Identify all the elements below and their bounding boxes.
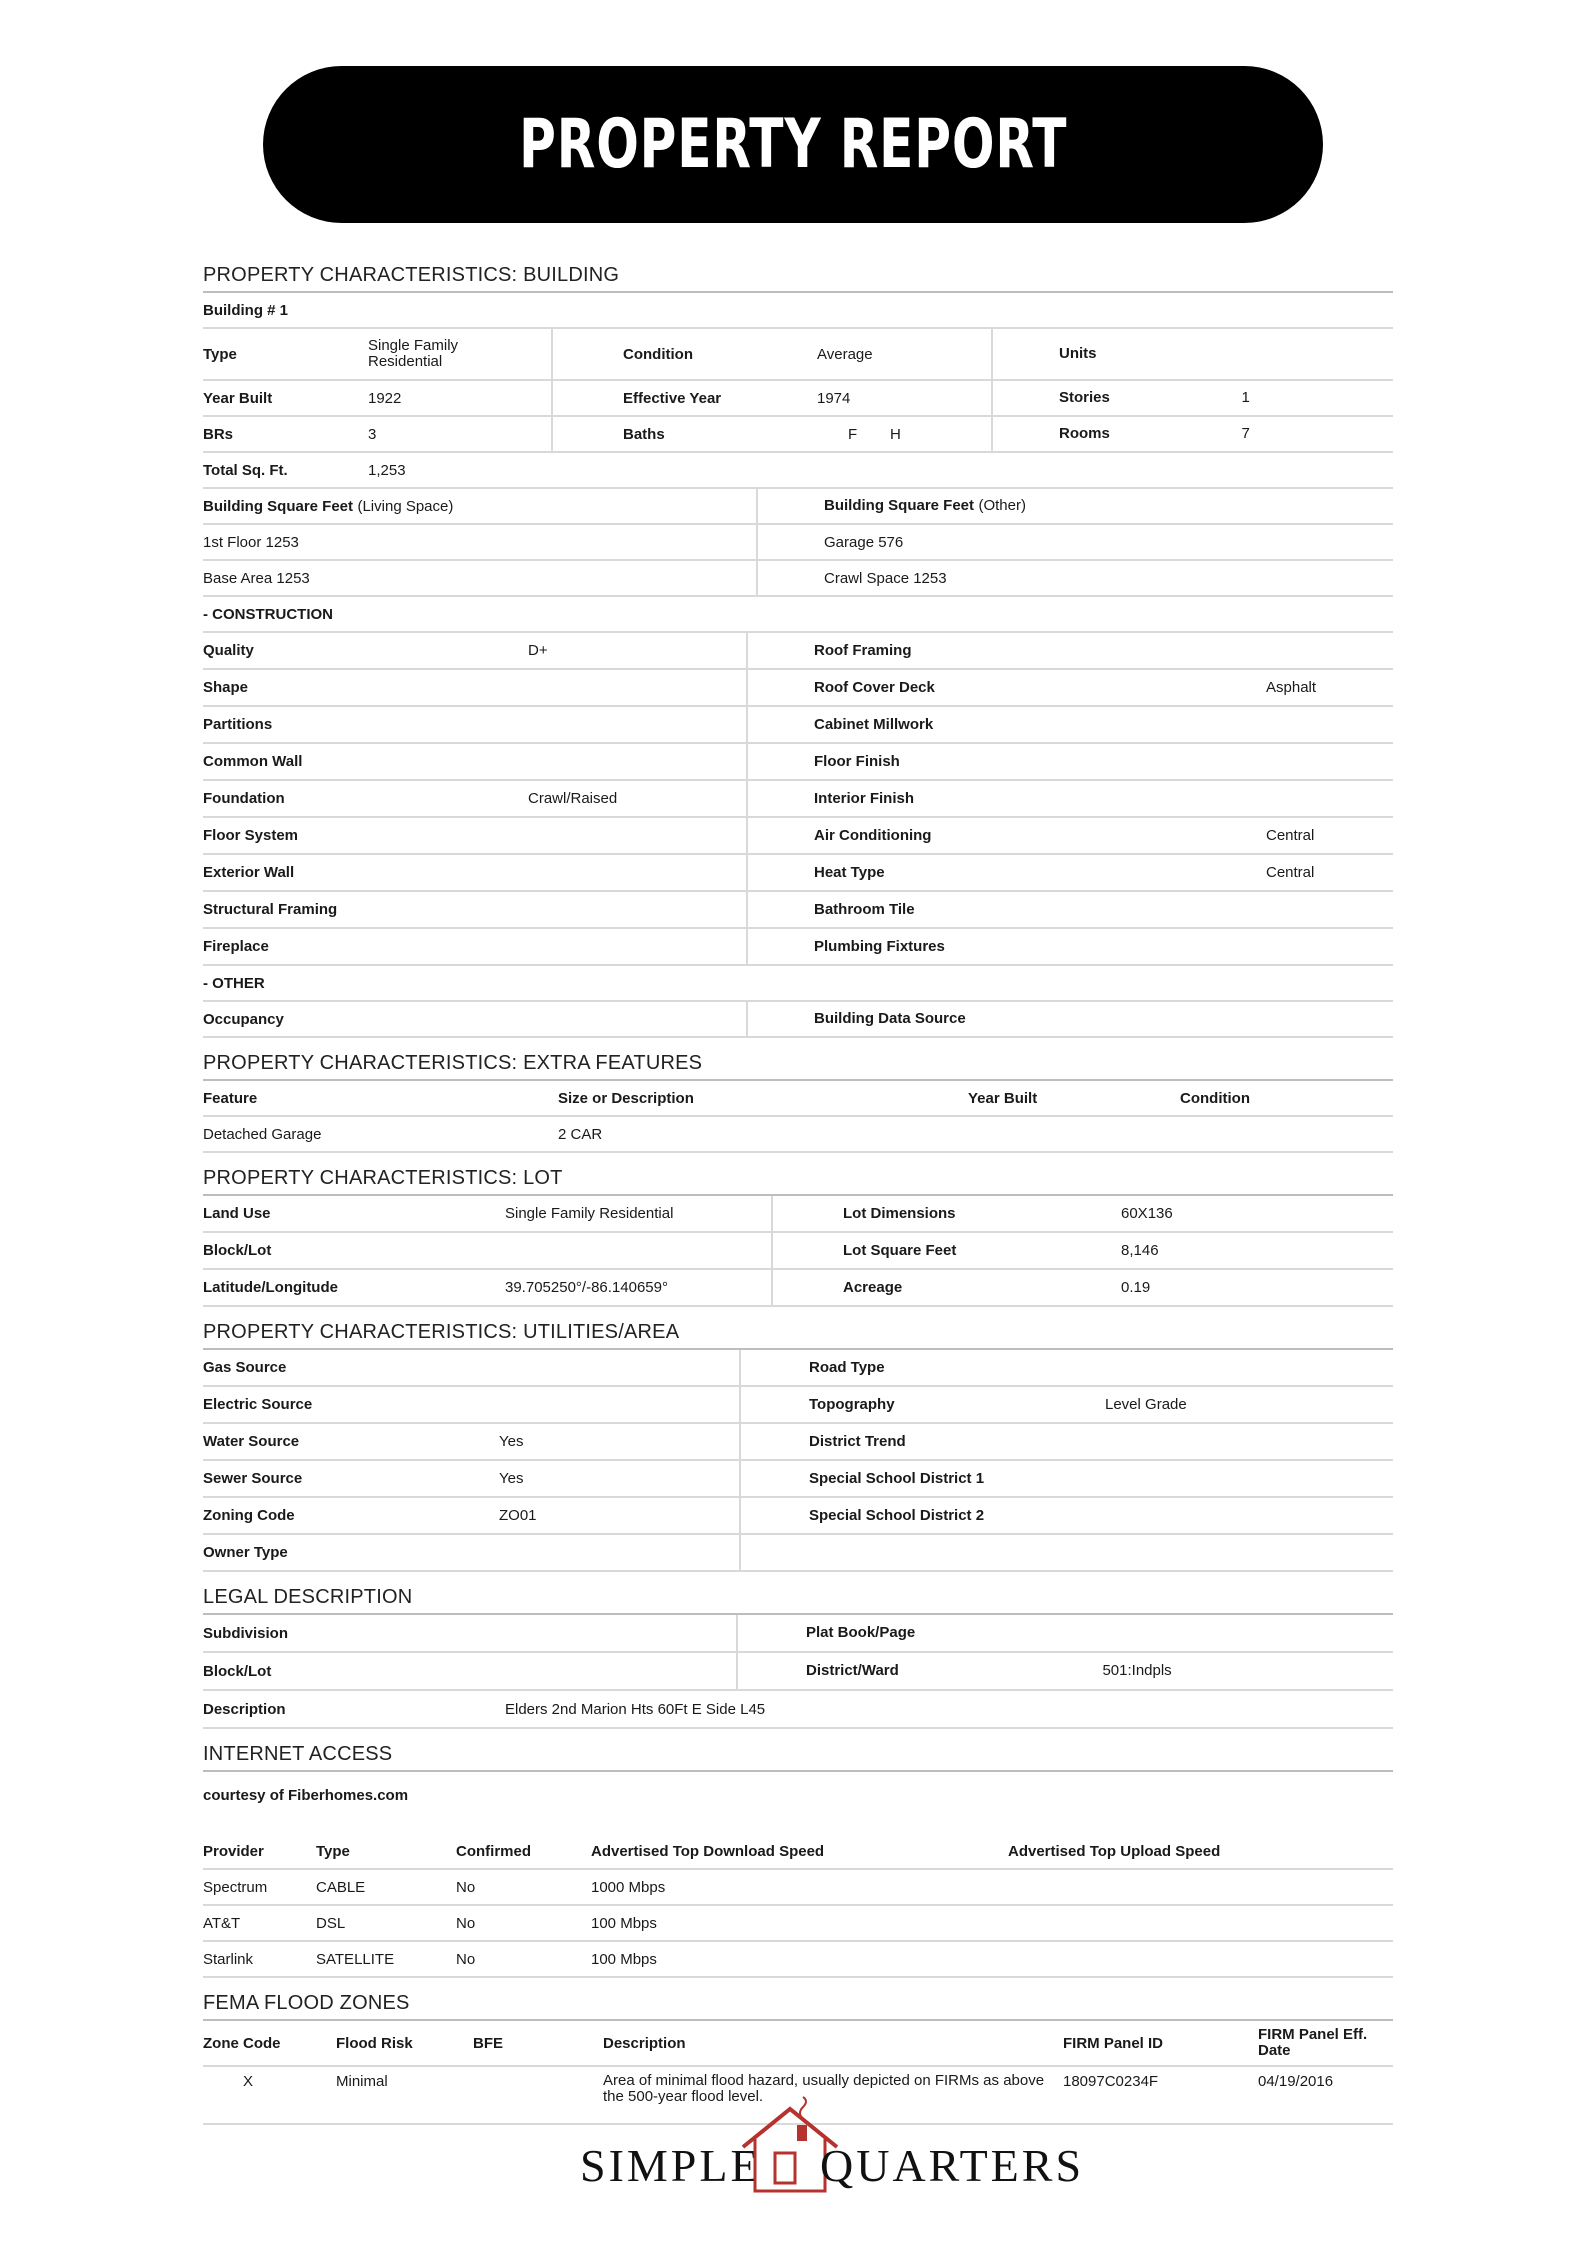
utility-label: Water Source — [203, 1433, 300, 1450]
logo-text-quarters: QUARTERS — [820, 2140, 1085, 2191]
fema-header-row — [203, 2021, 1393, 2067]
construction-value: Central — [1266, 826, 1315, 844]
extra-header: Feature — [203, 1089, 258, 1107]
brs-value: 3 — [368, 425, 377, 443]
construction-row — [203, 781, 1393, 818]
extra-header: Condition — [1180, 1089, 1250, 1107]
utility-label: Special School District 2 — [809, 1506, 985, 1524]
lot-table — [203, 1196, 1393, 1307]
utility-label: Owner Type — [203, 1544, 288, 1561]
total-sqft-value: 1,253 — [368, 461, 406, 479]
section-fema-title: FEMA FLOOD ZONES — [203, 1988, 1393, 2021]
type-label: Type — [203, 345, 237, 363]
section-building-title: PROPERTY CHARACTERISTICS: BUILDING — [203, 260, 1393, 293]
bsf-row — [203, 561, 1393, 597]
bsf-other-label: Building Square Feet — [824, 497, 975, 514]
utility-value: Yes — [499, 1470, 524, 1487]
building-row-rooms — [203, 417, 1393, 453]
fema-header: BFE — [473, 2034, 503, 2052]
construction-label: Fireplace — [203, 938, 269, 955]
lot-label: Land Use — [203, 1205, 271, 1222]
legal-row — [203, 1691, 1393, 1729]
internet-courtesy: courtesy of Fiberhomes.com — [203, 1786, 409, 1804]
internet-cell: No — [456, 1950, 476, 1968]
section-lot-title: PROPERTY CHARACTERISTICS: LOT — [203, 1163, 1393, 1196]
lot-label: Lot Square Feet — [843, 1241, 957, 1259]
internet-header: Provider — [203, 1842, 264, 1860]
lot-label: Latitude/Longitude — [203, 1279, 338, 1296]
construction-label: Exterior Wall — [203, 864, 295, 881]
report-title-banner — [263, 66, 1323, 223]
utility-row — [203, 1535, 1393, 1572]
internet-header: Advertised Top Upload Speed — [1008, 1842, 1221, 1860]
bsf-living-note: (Living Space) — [357, 497, 454, 515]
internet-row — [203, 1942, 1393, 1978]
lot-value: 60X136 — [1121, 1204, 1173, 1222]
construction-row — [203, 633, 1393, 670]
year-built-label: Year Built — [203, 389, 273, 407]
construction-label: Floor Finish — [814, 752, 900, 770]
extra-header: Year Built — [968, 1089, 1038, 1107]
report-body — [203, 256, 1393, 2125]
fema-header: Zone Code — [203, 2034, 281, 2052]
description-value: Elders 2nd Marion Hts 60Ft E Side L45 — [505, 1700, 766, 1718]
internet-cell: CABLE — [316, 1878, 366, 1896]
simple-quarters-logo — [580, 2095, 1085, 2205]
construction-row — [203, 818, 1393, 855]
construction-row — [203, 707, 1393, 744]
extra-feature: Detached Garage — [203, 1125, 322, 1143]
stories-value: 1 — [1241, 389, 1250, 406]
fema-header: Description — [603, 2034, 686, 2052]
construction-label: Partitions — [203, 716, 273, 733]
plat-label: Plat Book/Page — [806, 1624, 916, 1641]
baths-half: H — [890, 425, 901, 443]
construction-row — [203, 929, 1393, 966]
description-label: Description — [203, 1700, 286, 1718]
construction-value: Crawl/Raised — [528, 790, 618, 807]
brs-label: BRs — [203, 425, 234, 443]
utility-row — [203, 1387, 1393, 1424]
other-title: - OTHER — [203, 974, 265, 992]
section-internet-title: INTERNET ACCESS — [203, 1739, 1393, 1772]
year-built-value: 1922 — [368, 389, 402, 407]
utility-value: ZO01 — [499, 1507, 537, 1524]
internet-header-row — [203, 1834, 1393, 1870]
section-legal-title: LEGAL DESCRIPTION — [203, 1582, 1393, 1615]
construction-label: Foundation — [203, 790, 285, 807]
internet-cell: Starlink — [203, 1950, 254, 1968]
construction-label: Quality — [203, 642, 254, 659]
occupancy-label: Occupancy — [203, 1010, 284, 1028]
construction-label: Roof Cover Deck — [814, 678, 935, 696]
fema-header: FIRM Panel ID — [1063, 2034, 1164, 2052]
construction-value: D+ — [528, 642, 548, 659]
blocklot-label: Block/Lot — [203, 1662, 272, 1680]
baths-full: F — [848, 425, 858, 443]
lot-label: Acreage — [843, 1278, 903, 1296]
fema-zone: X — [243, 2073, 254, 2090]
report-title: PROPERTY REPORT — [518, 105, 1068, 184]
extra-size: 2 CAR — [558, 1125, 603, 1143]
bsf-row — [203, 525, 1393, 561]
construction-title: - CONSTRUCTION — [203, 605, 333, 623]
rooms-value: 7 — [1241, 425, 1250, 442]
condition-value: Average — [817, 345, 873, 363]
bsf-other-item: Crawl Space 1253 — [824, 569, 947, 587]
other-row — [203, 1002, 1393, 1038]
internet-header: Advertised Top Download Speed — [591, 1842, 825, 1860]
internet-row — [203, 1870, 1393, 1906]
bsf-living-item: Base Area 1253 — [203, 561, 758, 595]
fema-header: Flood Risk — [336, 2034, 413, 2052]
construction-row — [203, 855, 1393, 892]
type-value: Single Family Residential — [368, 337, 459, 370]
construction-value: Asphalt — [1266, 678, 1317, 696]
bsf-other-item: Garage 576 — [824, 533, 904, 551]
utility-label: Topography — [809, 1395, 895, 1413]
lot-row — [203, 1196, 1393, 1233]
utility-label: Zoning Code — [203, 1507, 295, 1524]
effective-year-label: Effective Year — [623, 389, 722, 407]
extra-header: Size or Description — [558, 1089, 694, 1107]
utility-value: Level Grade — [1105, 1395, 1187, 1413]
construction-label: Heat Type — [814, 863, 885, 881]
extra-header-row — [203, 1081, 1393, 1117]
building-number-row — [203, 293, 1393, 329]
utility-label: Electric Source — [203, 1396, 313, 1413]
construction-label: Shape — [203, 679, 249, 696]
construction-label: Air Conditioning — [814, 826, 932, 844]
internet-cell: 100 Mbps — [591, 1950, 657, 1968]
lot-value: 8,146 — [1121, 1241, 1159, 1259]
construction-title-row — [203, 597, 1393, 633]
utility-label: Road Type — [809, 1358, 885, 1376]
lot-value: Single Family Residential — [505, 1205, 674, 1222]
legal-row — [203, 1653, 1393, 1691]
section-extra-title: PROPERTY CHARACTERISTICS: EXTRA FEATURES — [203, 1048, 1393, 1081]
construction-value: Central — [1266, 863, 1315, 881]
construction-label: Cabinet Millwork — [814, 715, 934, 733]
ward-label: District/Ward — [806, 1662, 899, 1679]
building-row-year — [203, 381, 1393, 417]
utility-label: Gas Source — [203, 1359, 287, 1376]
construction-label: Interior Finish — [814, 789, 915, 807]
construction-row — [203, 744, 1393, 781]
construction-row — [203, 892, 1393, 929]
section-utilities-title: PROPERTY CHARACTERISTICS: UTILITIES/AREA — [203, 1317, 1393, 1350]
utility-row — [203, 1350, 1393, 1387]
building-row-total — [203, 453, 1393, 489]
construction-label: Common Wall — [203, 753, 303, 770]
fema-panel-id: 18097C0234F — [1063, 2073, 1159, 2090]
construction-label: Bathroom Tile — [814, 900, 915, 918]
construction-label: Plumbing Fixtures — [814, 937, 945, 955]
internet-cell: No — [456, 1914, 476, 1932]
fema-panel-date: 04/19/2016 — [1258, 2073, 1334, 2090]
utility-row — [203, 1498, 1393, 1535]
lot-value: 39.705250°/-86.140659° — [505, 1279, 668, 1296]
lot-row — [203, 1270, 1393, 1307]
baths-label: Baths — [623, 425, 665, 443]
internet-header: Type — [316, 1842, 350, 1860]
logo-text-simple: SIMPLE — [580, 2140, 762, 2191]
lot-value: 0.19 — [1121, 1278, 1151, 1296]
utility-label: Sewer Source — [203, 1470, 303, 1487]
utility-row — [203, 1461, 1393, 1498]
internet-cell: DSL — [316, 1914, 346, 1932]
construction-table — [203, 633, 1393, 966]
utility-label: Special School District 1 — [809, 1469, 985, 1487]
subdivision-label: Subdivision — [203, 1624, 289, 1642]
utilities-table — [203, 1350, 1393, 1572]
internet-table — [203, 1870, 1393, 1978]
construction-row — [203, 670, 1393, 707]
utility-value: Yes — [499, 1433, 524, 1450]
data-source-label: Building Data Source — [814, 1010, 966, 1027]
bsf-living-label: Building Square Feet — [203, 497, 354, 515]
effective-year-value: 1974 — [817, 389, 851, 407]
internet-header: Confirmed — [456, 1842, 531, 1860]
fema-description: Area of minimal flood hazard, usually depicted on FIRMs as above the 500-year flood level. — [603, 2072, 1045, 2105]
lot-label: Block/Lot — [203, 1242, 272, 1259]
construction-label: Floor System — [203, 827, 299, 844]
internet-cell: SATELLITE — [316, 1950, 395, 1968]
lot-row — [203, 1233, 1393, 1270]
internet-cell: AT&T — [203, 1914, 241, 1932]
fema-risk: Minimal — [336, 2073, 388, 2090]
lot-label: Lot Dimensions — [843, 1204, 956, 1222]
ward-value: 501:Indpls — [1102, 1662, 1172, 1679]
internet-cell: 100 Mbps — [591, 1914, 657, 1932]
bsf-living-item: 1st Floor 1253 — [203, 525, 758, 559]
building-number: Building # 1 — [203, 301, 289, 319]
construction-label: Roof Framing — [814, 641, 912, 659]
internet-cell: Spectrum — [203, 1878, 268, 1896]
building-row-type — [203, 329, 1393, 381]
utility-label: District Trend — [809, 1432, 906, 1450]
internet-row — [203, 1906, 1393, 1942]
units-label: Units — [1059, 345, 1097, 362]
other-title-row — [203, 966, 1393, 1002]
total-sqft-label: Total Sq. Ft. — [203, 461, 288, 479]
condition-label: Condition — [623, 345, 693, 363]
extra-row — [203, 1117, 1393, 1153]
construction-label: Structural Framing — [203, 901, 338, 918]
rooms-label: Rooms — [1059, 425, 1110, 442]
fema-header: FIRM Panel Eff. Date — [1258, 2026, 1368, 2059]
bsf-other-note: (Other) — [978, 497, 1026, 514]
utility-row — [203, 1424, 1393, 1461]
internet-cell: 1000 Mbps — [591, 1878, 666, 1896]
legal-row — [203, 1615, 1393, 1653]
stories-label: Stories — [1059, 389, 1110, 406]
bsf-header-row — [203, 489, 1393, 525]
internet-cell: No — [456, 1878, 476, 1896]
